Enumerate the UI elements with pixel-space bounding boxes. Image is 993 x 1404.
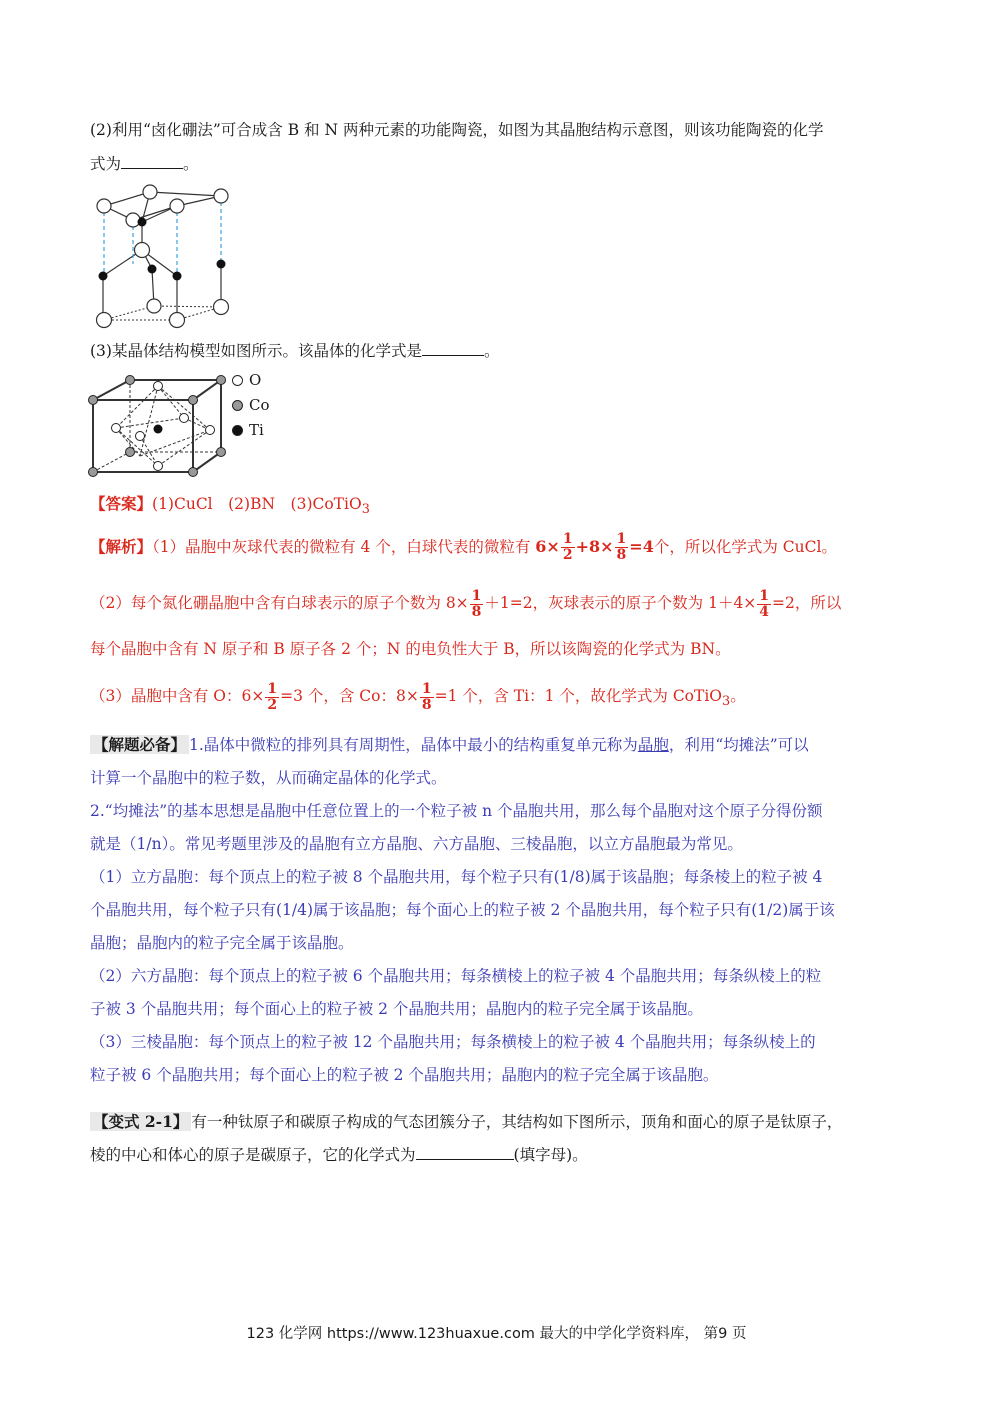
essentials-line-1: 【解题必备】 1.晶体中微粒的排列具有周期性，晶体中最小的结构重复单元称为晶胞，利用“均摊法”可以: [90, 728, 910, 762]
essentials-line-7: 晶胞；晶胞内的粒子完全属于该晶胞。: [90, 934, 354, 952]
answer-blank: [121, 150, 183, 169]
answer-blank: [422, 337, 484, 356]
fraction: $\frac{1}{2}$: [267, 680, 278, 713]
analysis-p1: [90, 530, 910, 564]
black-ball-icon: [232, 425, 243, 436]
essentials-line-2: 计算一个晶胞中的粒子数，从而确定晶体的化学式。: [90, 769, 447, 787]
essentials-line-4: 就是（1/n）。常见考题里涉及的晶胞有立方晶胞、六方晶胞、三棱晶胞，以立方晶胞最为常见。: [90, 835, 743, 853]
answer-line: [90, 487, 910, 526]
legend-item-co: Co: [232, 393, 270, 418]
essentials-tag: 【解题必备】: [90, 735, 189, 754]
gray-ball-icon: [232, 400, 243, 411]
analysis-p2: （2）每个氮化硼晶胞中含有白球表示的原子个数为 8× $\frac{1}{8}$ ＋1=2，灰球表示的原子个数为 1＋4× $\frac{1}{4}$ =2，所以: [90, 587, 842, 620]
answer-blank: [416, 1141, 514, 1160]
page-footer: 123 化学网 https://www.123huaxue.com 最大的中学化学资料库， 第9 页: [246, 1326, 747, 1342]
essentials-line-8: （2）六方晶胞：每个顶点上的粒子被 6 个晶胞共用；每条横棱上的粒子被 4 个晶胞共用；每条纵棱上的粒: [90, 967, 822, 985]
analysis-p1-post: 个，所以化学式为 CuCl。: [653, 538, 837, 556]
variant-section: [90, 1105, 910, 1172]
essentials-line-3: 2.“均摊法”的基本思想是晶胞中任意位置上的一个粒子被 n 个晶胞共用，那么每个晶胞对这个原子分得份额: [90, 802, 823, 820]
q3-line: [90, 335, 910, 368]
answer-subscript: 3: [361, 502, 370, 518]
analysis-tag: 【解析】: [90, 537, 153, 556]
perovskite-cell-figure: [88, 372, 233, 484]
q3-text: (3)某晶体结构模型如图所示。该晶体的化学式是: [90, 342, 422, 360]
fraction: $\frac{1}{8}$: [616, 531, 627, 563]
q2-line2-post: 。: [183, 155, 199, 173]
fraction: $\frac{1}{2}$: [562, 531, 573, 563]
fraction: $\frac{1}{8}$: [421, 680, 432, 713]
fraction: $\frac{1}{4}$: [759, 587, 770, 620]
essentials-line-9: 子被 3 个晶胞共用；每个面心上的粒子被 2 个晶胞共用；晶胞内的粒子完全属于该晶胞。: [90, 1000, 703, 1018]
essentials-line-11: 粒子被 6 个晶胞共用；每个面心上的粒子被 2 个晶胞共用；晶胞内的粒子完全属于该晶胞。: [90, 1066, 719, 1084]
answer-tag: 【答案】: [90, 494, 153, 513]
q2-line2: [90, 148, 910, 181]
variant-line-2: 棱的中心和体心的原子是碳原子，它的化学式为 (填字母)。: [90, 1139, 910, 1172]
white-ball-icon: [232, 375, 243, 386]
q3-post: 。: [483, 342, 500, 360]
analysis-p2-line2: 每个晶胞中含有 N 原子和 B 原子各 2 个；N 的电负性大于 B，所以该陶瓷的化学式为 BN。: [90, 640, 731, 658]
variant-tag: 【变式 2-1】: [90, 1112, 191, 1131]
essentials-line-6: 个晶胞共用，每个粒子只有(1/4)属于该晶胞；每个面心上的粒子被 2 个晶胞共用，每个粒子只有(1/2)属于该: [90, 901, 835, 919]
q2-line2-pre: 式为: [90, 155, 122, 173]
essentials-line-10: （3）三棱晶胞：每个顶点上的粒子被 12 个晶胞共用；每条横棱上的粒子被 4 个晶胞共用；每条纵棱上的: [90, 1033, 816, 1051]
essentials-line-5: （1）立方晶胞：每个顶点上的粒子被 8 个晶胞共用，每个粒子只有(1/8)属于该晶胞；每条棱上的粒子被 4: [90, 868, 823, 886]
legend-item-ti: Ti: [232, 418, 270, 443]
analysis-p3: （3）晶胞中含有 O：6× $\frac{1}{2}$ =3 个，含 Co：8× $\frac{1}{8}$ =1 个，含 Ti：1 个，故化学式为 CoTiO$_3$。: [90, 680, 746, 713]
answer-text: (1)CuCl (2)BN (3)CoTiO: [152, 495, 362, 513]
analysis-p1-math: 6× $\frac{1}{2}$ +8× $\frac{1}{8}$ =4: [535, 531, 654, 563]
variant-line-1: 【变式 2-1】 有一种钛原子和碳原子构成的气态团簇分子，其结构如下图所示，顶角和面心的原子是钛原子，: [90, 1105, 910, 1139]
figure-legend: [232, 368, 270, 443]
fraction: $\frac{1}{8}$: [471, 587, 482, 620]
analysis-p1-pre: （1）晶胞中灰球代表的微粒有 4 个，白球代表的微粒有: [152, 538, 531, 556]
q2-line1: (2)利用“卤化硼法”可合成含 B 和 N 两种元素的功能陶瓷，如图为其晶胞结构示意图，则该功能陶瓷的化学: [90, 121, 824, 139]
legend-item-o: O: [232, 368, 270, 393]
essentials-section: [90, 728, 910, 1092]
bn-crystal-cell-figure: [90, 180, 240, 332]
